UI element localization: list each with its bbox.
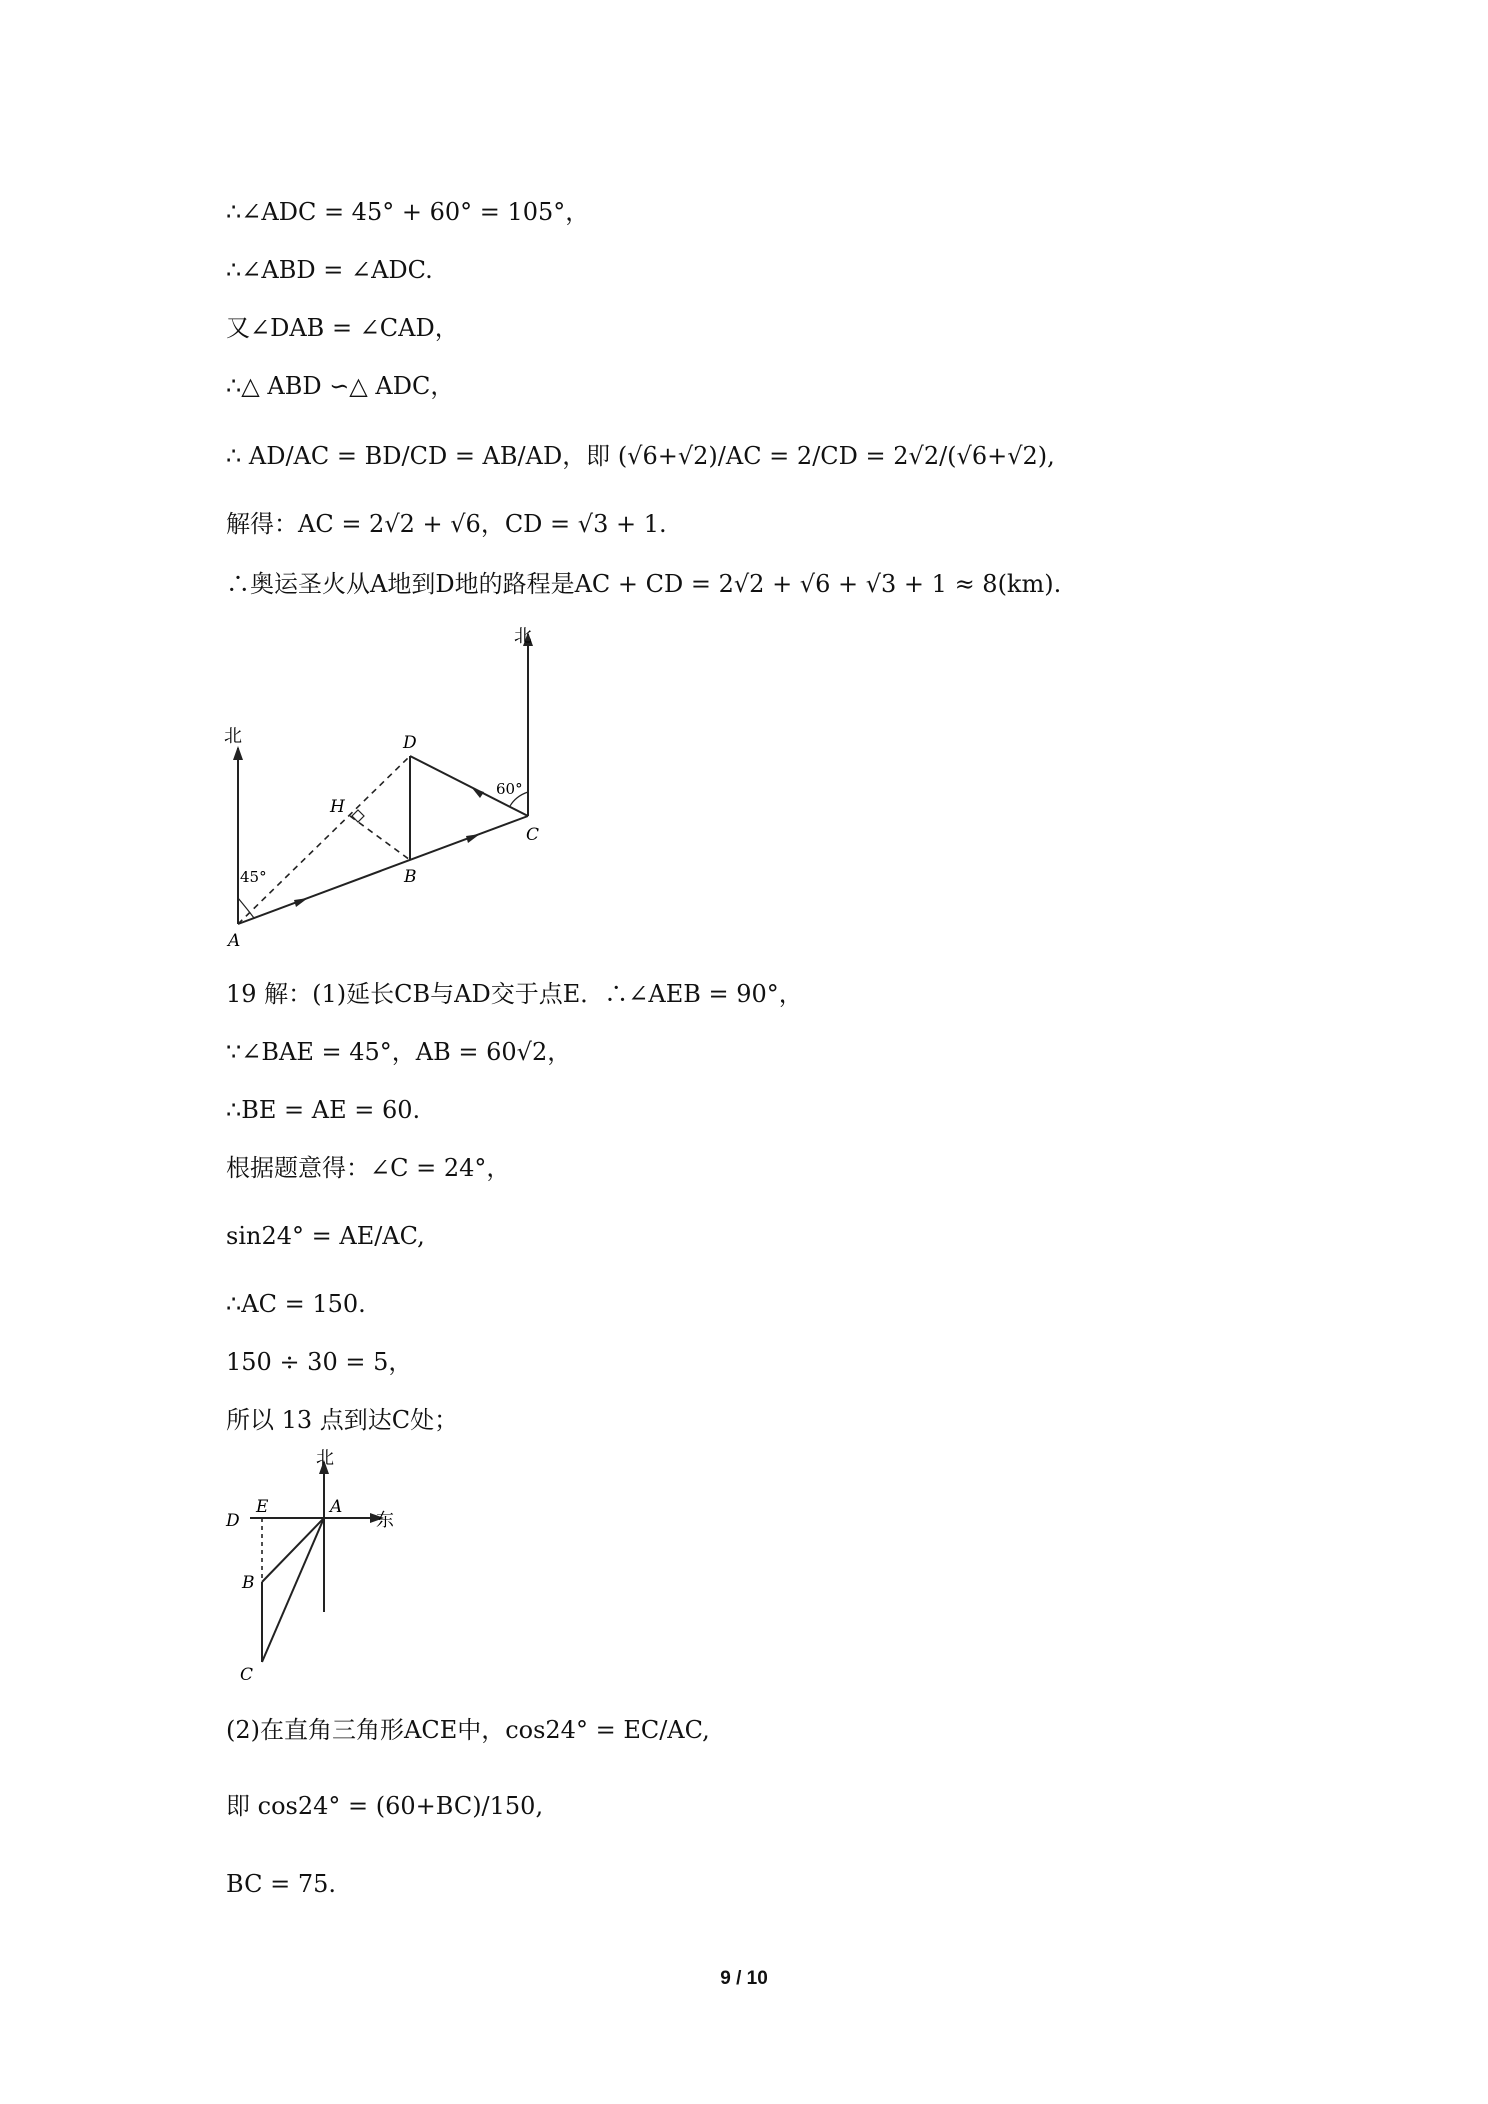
north-label-left: 北: [224, 726, 242, 747]
page-number: 9 / 10: [720, 1968, 768, 1989]
point-label-c: C: [526, 825, 540, 845]
text-line: ∴∠ADC = 45° + 60° = 105°，: [226, 198, 590, 226]
figure-ship-route: [220, 1448, 420, 1688]
point-label-d: D: [226, 1511, 240, 1531]
text-line: 19 解：(1)延长CB与AD交于点E．∴∠AEB = 90°，: [226, 980, 803, 1008]
text-line: ∴△ ABD ∽△ ADC，: [226, 372, 455, 400]
text-line: ∴奥运圣火从A地到D地的路程是AC + CD = 2√2 + √6 + √3 + 1 ≈ 8(km).: [226, 570, 1062, 598]
point-label-a: A: [228, 931, 241, 950]
fraction-equation: sin24° = AE/AC,: [226, 1222, 425, 1250]
text-line: ∴∠ABD = ∠ADC.: [226, 256, 433, 284]
angle-label-45: 45°: [240, 868, 267, 886]
angle-label-60: 60°: [496, 780, 523, 798]
point-label-a: A: [330, 1497, 343, 1517]
fraction-equation: 即 cos24° = (60+BC)/150,: [226, 1792, 544, 1820]
fraction-equation: (2)在直角三角形ACE中，cos24° = EC/AC,: [226, 1716, 710, 1744]
text-line: ∵∠BAE = 45°，AB = 60√2，: [226, 1038, 572, 1066]
north-label: 北: [316, 1448, 334, 1469]
figure-torch-route: [210, 620, 570, 950]
point-label-d: D: [403, 733, 417, 753]
east-label: 东: [376, 1510, 394, 1531]
text-line: ∴AC = 150.: [226, 1290, 366, 1318]
text-line: 所以 13 点到达C处；: [226, 1406, 459, 1434]
text-line: BC = 75.: [226, 1870, 336, 1898]
point-label-b: B: [242, 1573, 255, 1593]
text-line: 又∠DAB = ∠CAD，: [226, 314, 459, 342]
text-line: 150 ÷ 30 = 5，: [226, 1348, 413, 1376]
north-label-right: 北: [514, 626, 532, 647]
point-label-c: C: [240, 1665, 254, 1685]
text-line: 解得：AC = 2√2 + √6，CD = √3 + 1.: [226, 510, 667, 538]
text-line: 根据题意得：∠C = 24°，: [226, 1154, 511, 1182]
point-label-b: B: [404, 867, 417, 887]
point-label-e: E: [256, 1497, 269, 1517]
text-line: ∴BE = AE = 60.: [226, 1096, 421, 1124]
fraction-equation: ∴ AD/AC = BD/CD = AB/AD，即 (√6+√2)/AC = 2/CD = 2√2/(√6+√2),: [226, 442, 1055, 470]
point-label-h: H: [330, 797, 345, 817]
